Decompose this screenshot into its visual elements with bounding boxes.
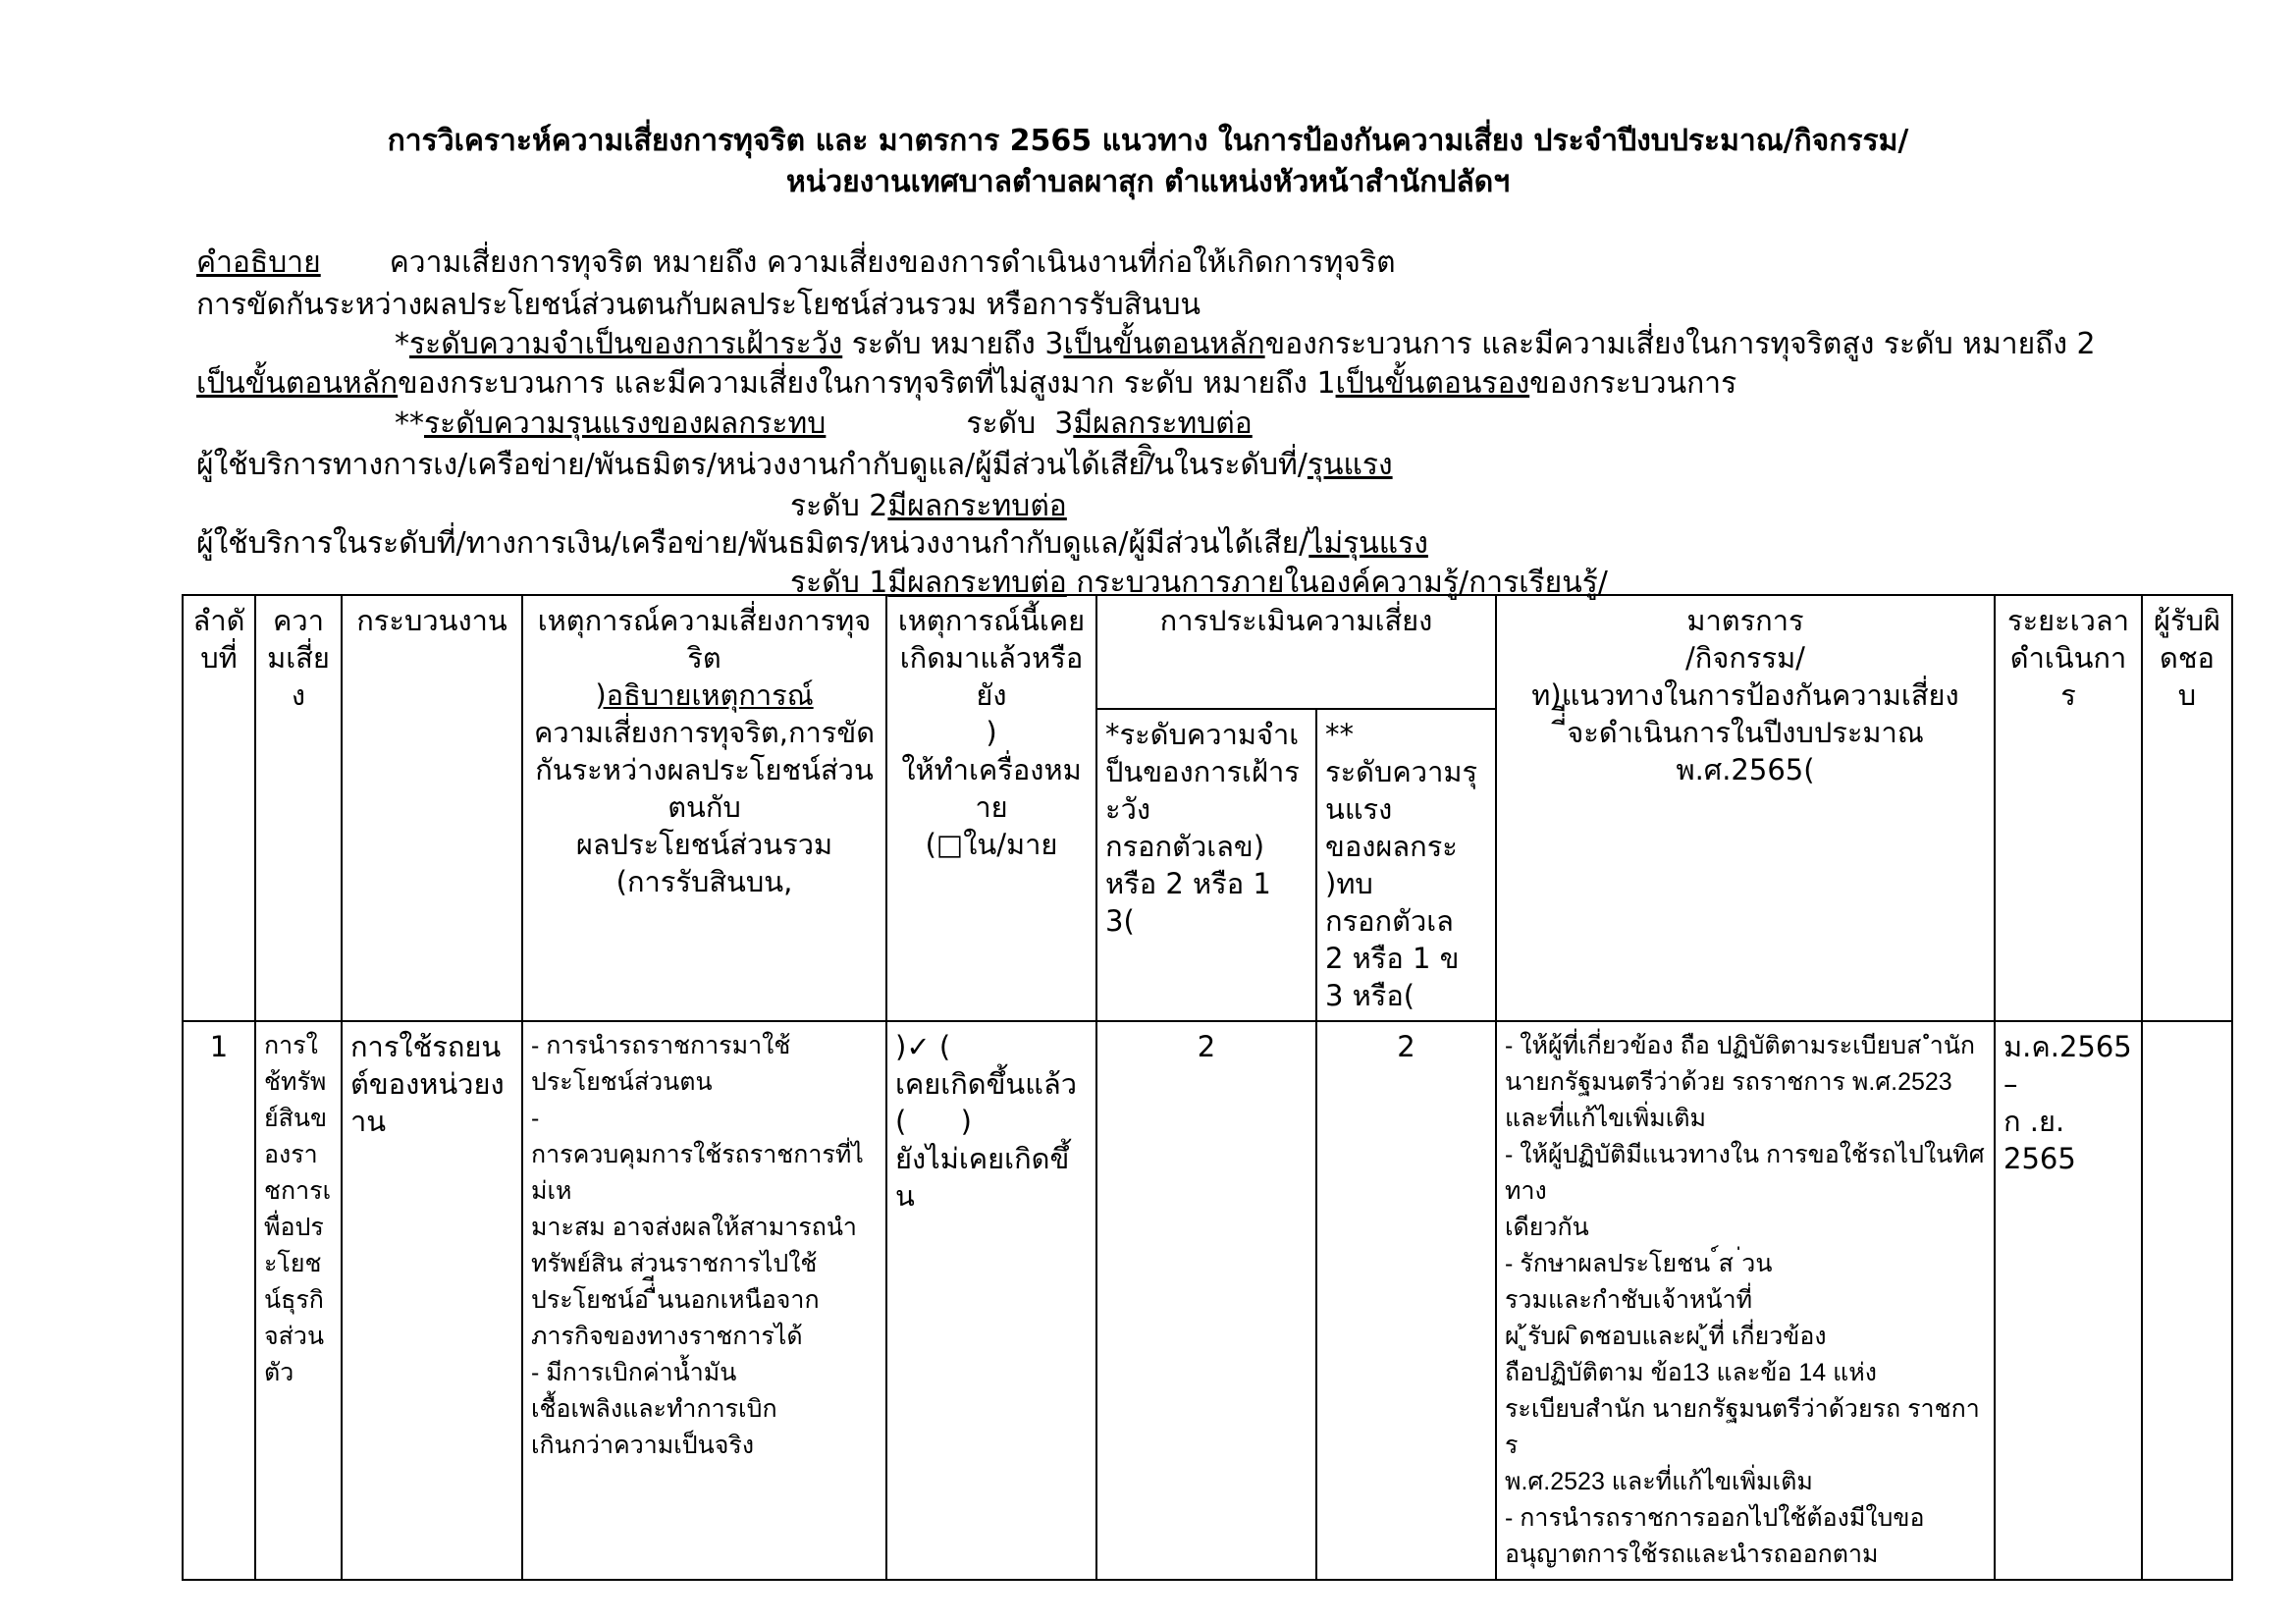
description-label: คำอธิบาย	[196, 245, 321, 280]
description-text: ความเสี่ยงการทุจริต หมายถึง ความเสี่ยงของการดำเนินงานที่ก่อให้เกิดการทุจริต	[389, 245, 1396, 280]
row-occurred-line: เคยเกิดขึ้นแล้ว	[895, 1067, 1078, 1101]
row-event-line: การควบคุมการใช้รถราชการที่ไม่เห	[531, 1141, 864, 1205]
desc-underlined: เป็นขั้นตอนหลัก	[1063, 327, 1265, 361]
header-severity-level	[1316, 709, 1496, 1021]
header-measures-line: มาตรการ	[1686, 604, 1804, 637]
header-event-line: เหตุการณ์ความเสี่ยงการทุจริต	[537, 604, 872, 675]
row-measures-line: - การนำรถราชการออกไปใช้ต้องมีใบขอ	[1505, 1504, 1925, 1532]
desc-text: ผู้ใช้บริการทางการเง/เครือข่าย/พันธมิตร/หน่วงงานกำกับดูแล/ผู้มีส่วนได้เสีย/ิินในระดับที่/	[196, 448, 1308, 482]
header-occurred	[886, 595, 1096, 1021]
desc-underlined: มีผลกระทบต่อ	[887, 489, 1067, 523]
desc-text: ระดับ 2	[790, 489, 888, 523]
header-risk: ความเสี่ยง	[255, 595, 342, 1021]
row-measures-line: เดียวกัน	[1505, 1214, 1589, 1241]
risk-analysis-table	[182, 594, 2233, 1581]
header-severity-line: 2 หรือ 1 ข	[1325, 942, 1460, 975]
description-line-5	[395, 401, 1253, 447]
desc-text: ระดับ 1	[790, 566, 888, 600]
header-event-line: ผลประโยชน์ส่วนรวม	[575, 828, 833, 861]
row-need-level: 2	[1096, 1021, 1316, 1580]
desc-text: ผู้ใช้บริการในระดับที่/ทางการเงิน/เครือข่าย/พันธมิตร/หน่วงงานกำกับดูแล/ผู้มีส่วนได้เสีย/	[196, 526, 1309, 561]
row-occurred-line: )✓ (	[895, 1030, 951, 1063]
header-measures-line: /กิจกรรม/	[1685, 641, 1805, 675]
header-severity-line: ของผลกระ	[1325, 830, 1458, 863]
header-owner: ผู้รับผิดชอบ	[2142, 595, 2232, 1021]
description-line-2: การขัดกันระหว่างผลประโยชน์ส่วนตนกับผลประโยชน์ส่วนรวม หรือการรับสินบน	[196, 288, 1201, 322]
header-occurred-line: (□ใน/มาย	[925, 828, 1058, 861]
row-measures-line: นายกรัฐมนตรีว่าด้วย รถราชการ พ.ศ.2523	[1505, 1068, 1952, 1096]
row-measures-line: ผ ู้รับผ ิดชอบและผ ู้ที่ เกี่ยวข้อง	[1505, 1323, 1827, 1350]
description-line-6	[196, 442, 1393, 488]
row-event-line: ประโยชน์ส่วนตน	[531, 1068, 713, 1096]
row-event-line: เชื้อเพลิงและทำการเบิก	[531, 1395, 777, 1423]
desc-underlined: มีผลกระทบต่อ	[887, 566, 1067, 600]
description-line-4	[196, 360, 1736, 406]
row-occurred	[886, 1021, 1096, 1580]
header-occurred-line: )	[986, 716, 997, 749]
header-event	[522, 595, 886, 1021]
row-measures-line: ถือปฏิบัติตาม ข้อ13 และข้อ 14 แห่ง	[1505, 1359, 1877, 1386]
desc-text: ระดับ 3	[826, 406, 1074, 441]
row-event-line: - การนำรถราชการมาใช้	[531, 1032, 791, 1059]
row-event-line: ประโยชน์อ ื่ีนนอกเหนือจาก	[531, 1286, 820, 1314]
header-assessment: การประเมินความเสี่ยง	[1096, 595, 1496, 709]
row-measures-line: - ให้ผู้ปฏิบัติมีแนวทางใน การขอใช้รถไปในทิศทาง	[1505, 1141, 1985, 1205]
desc-text: ของกระบวนการ และมีความเสี่ยงในการทุจริตสูง ระดับ หมายถึง 2	[1264, 327, 2096, 361]
desc-underlined: ไม่รุนแรง	[1308, 526, 1428, 561]
header-severity-line: 3 หรือ(	[1325, 979, 1415, 1012]
desc-underlined: เป็นขั้นตอนรอง	[1335, 366, 1530, 401]
row-occurred-line: ( )	[895, 1105, 972, 1138]
row-no: 1	[183, 1021, 255, 1580]
header-event-line: ความเสี่ยงการทุจริต,การขัดกันระหว่างผลประโยชน์ส่วนตนกับ	[533, 716, 876, 824]
header-event-line: (การรับสินบน,	[615, 865, 793, 898]
header-occurred-line: ให้ทำเครื่องหมาย	[901, 753, 1082, 824]
header-no: ลำดับที่	[183, 595, 255, 1021]
desc-underlined: ระดับความจำเป็นของการเฝ้าระวัง	[409, 327, 843, 361]
table-row	[183, 1021, 2232, 1580]
row-occurred-line: ยังไม่เคยเกิดขึ้น	[895, 1142, 1070, 1213]
row-event-line: ทรัพย์สิน ส่วนราชการไปใช้	[531, 1250, 818, 1277]
header-measures-line: ี่ีจะดำเนินการในปีงบประมาณ	[1567, 716, 1924, 749]
row-event-line: เกินกว่าความเป็นจริง	[531, 1432, 755, 1459]
header-process: กระบวนงาน	[342, 595, 522, 1021]
row-event-line: มาะสม อาจส่งผลให้สามารถนำ	[531, 1214, 857, 1241]
desc-text: ของกระบวนการ	[1529, 366, 1737, 401]
description-line-1	[196, 240, 1396, 286]
header-severity-line: **	[1325, 718, 1354, 751]
header-need-level	[1096, 709, 1316, 1021]
desc-underlined: รุนแรง	[1307, 448, 1393, 482]
header-event-line: )อธิบายเหตุการณ์	[595, 678, 814, 712]
row-event-line: ภารกิจของทางราชการได้	[531, 1323, 803, 1350]
row-measures-line: อนุญาตการใช้รถและนำรถออกตาม	[1505, 1541, 1879, 1568]
desc-underlined: เป็นขั้นตอนหลัก	[196, 366, 399, 401]
row-event	[522, 1021, 886, 1580]
row-measures-line: - รักษาผลประโยชน ์ส ่วน	[1505, 1250, 1773, 1277]
header-occurred-line: เหตุการณ์นี้เคยเกิดมาแล้วหรือยัง	[897, 604, 1086, 712]
header-need-line: กรอกตัวเลข)	[1105, 830, 1265, 863]
desc-text: *	[395, 327, 409, 361]
row-event-line: - มีการเบิกค่าน้ำมัน	[531, 1359, 737, 1386]
header-measures-line: พ.ศ.2565(	[1676, 753, 1815, 786]
desc-text: กระบวนการภายในองค์ความรู้/การเรียนรู้/	[1066, 566, 1608, 600]
header-need-line: 3(	[1105, 904, 1135, 938]
row-measures-line: ระเบียบสำนัก นายกรัฐมนตรีว่าด้วยรถ ราชการ	[1505, 1395, 1980, 1459]
desc-text: ของกระบวนการ และมีความเสี่ยงในการทุจริตที่ไม่สูงมาก ระดับ หมายถึง 1	[398, 366, 1336, 401]
row-owner	[2142, 1021, 2232, 1580]
desc-text: **	[395, 406, 424, 441]
row-measures-line: รวมและกำชับเจ้าหน้าที่	[1505, 1286, 1753, 1314]
header-severity-line: กรอกตัวเล	[1325, 904, 1454, 938]
row-severity-level: 2	[1316, 1021, 1496, 1580]
header-need-line: หรือ 2 หรือ 1	[1105, 867, 1271, 900]
header-period: ระยะเวลาดำเนินการ	[1995, 595, 2142, 1021]
desc-underlined: ระดับความรุนแรงของผลกระทบ	[424, 406, 827, 441]
header-measures-line: ท)แนวทางในการป้องกันความเสี่ยง	[1531, 678, 1959, 712]
header-need-line: *ระดับความจำเป็นของการเฝ้าระวัง	[1105, 718, 1300, 826]
row-measures-line: - ให้ผู้ที่เกี่ยวข้อง ถือ ปฏิบัติตามระเบียบส ำนัก	[1505, 1032, 1976, 1059]
desc-underlined: มีผลกระทบต่อ	[1073, 406, 1253, 441]
row-process: การใช้รถยนต์ของหน่วยงาน	[342, 1021, 522, 1580]
header-severity-line: ระดับความรุนแรง	[1325, 755, 1478, 826]
row-period-line: ก .ย.	[2003, 1105, 2065, 1138]
row-event-line: -	[531, 1105, 540, 1132]
row-risk: การใช้ทรัพย์สินของราชการเพื่อประโยชน์ธุรกิจส่วนตัว	[255, 1021, 342, 1580]
desc-text: ระดับ หมายถึง 3	[842, 327, 1064, 361]
row-measures	[1496, 1021, 1995, 1580]
row-measures-line: และที่แก้ไขเพิ่มเติม	[1505, 1105, 1707, 1132]
row-period-line: 2565	[2003, 1142, 2076, 1175]
document-title-line2: หน่วยงานเทศบาลตำบลผาสุก ตำแหน่งหัวหน้าสำนักปลัดฯ	[785, 165, 1511, 199]
table-header-row	[183, 595, 2232, 709]
document-title-line1: การวิเคราะห์ความเสี่ยงการทุจริต และ มาตรการ 2565 แนวทาง ในการป้องกันความเสี่ยง ประจำปีงบประมาณ/กิจกรรม/	[387, 124, 1909, 158]
row-measures-line: พ.ศ.2523 และที่แก้ไขเพิ่มเติม	[1505, 1468, 1813, 1495]
row-period-line: ม.ค.2565 –	[2003, 1030, 2132, 1101]
header-measures	[1496, 595, 1995, 1021]
header-severity-line: )ทบ	[1325, 867, 1373, 900]
row-period	[1995, 1021, 2142, 1580]
